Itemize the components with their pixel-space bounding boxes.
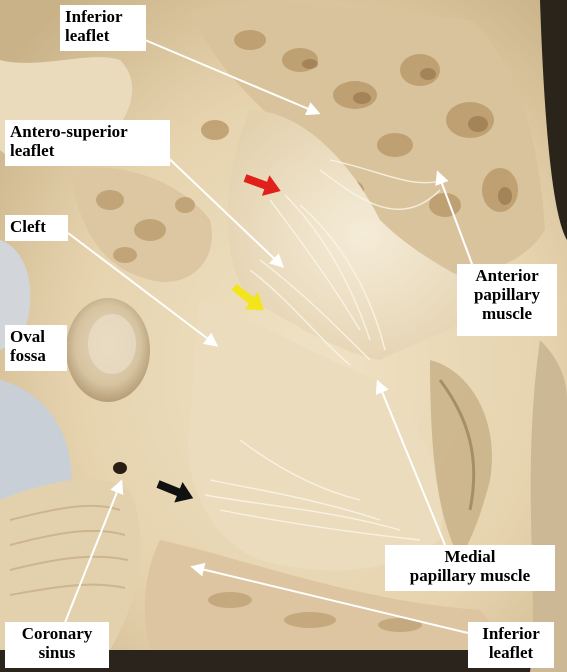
pointer-anterior-papillary-muscle (438, 173, 475, 272)
label-anterior-papillary-muscle: Anterior papillary muscle (457, 264, 557, 336)
pointer-cleft (68, 233, 216, 345)
red-arrow-icon (241, 168, 284, 202)
label-coronary-sinus: Coronary sinus (5, 622, 109, 668)
pointer-medial-papillary-muscle (378, 382, 445, 545)
label-cleft: Cleft (5, 215, 68, 241)
label-antero-superior-leaflet: Antero-superior leaflet (5, 120, 170, 166)
label-inferior-leaflet-top: Inferior leaflet (60, 5, 146, 51)
label-inferior-leaflet-bottom: Inferior leaflet (468, 622, 554, 668)
pointer-coronary-sinus (62, 482, 121, 630)
pointer-inferior-leaflet-top (145, 40, 318, 113)
label-medial-papillary-muscle: Medial papillary muscle (385, 545, 555, 591)
yellow-arrow-icon (227, 278, 270, 319)
black-arrow-icon (154, 474, 197, 509)
label-oval-fossa: Oval fossa (5, 325, 67, 371)
pointer-antero-superior-leaflet (160, 150, 282, 266)
